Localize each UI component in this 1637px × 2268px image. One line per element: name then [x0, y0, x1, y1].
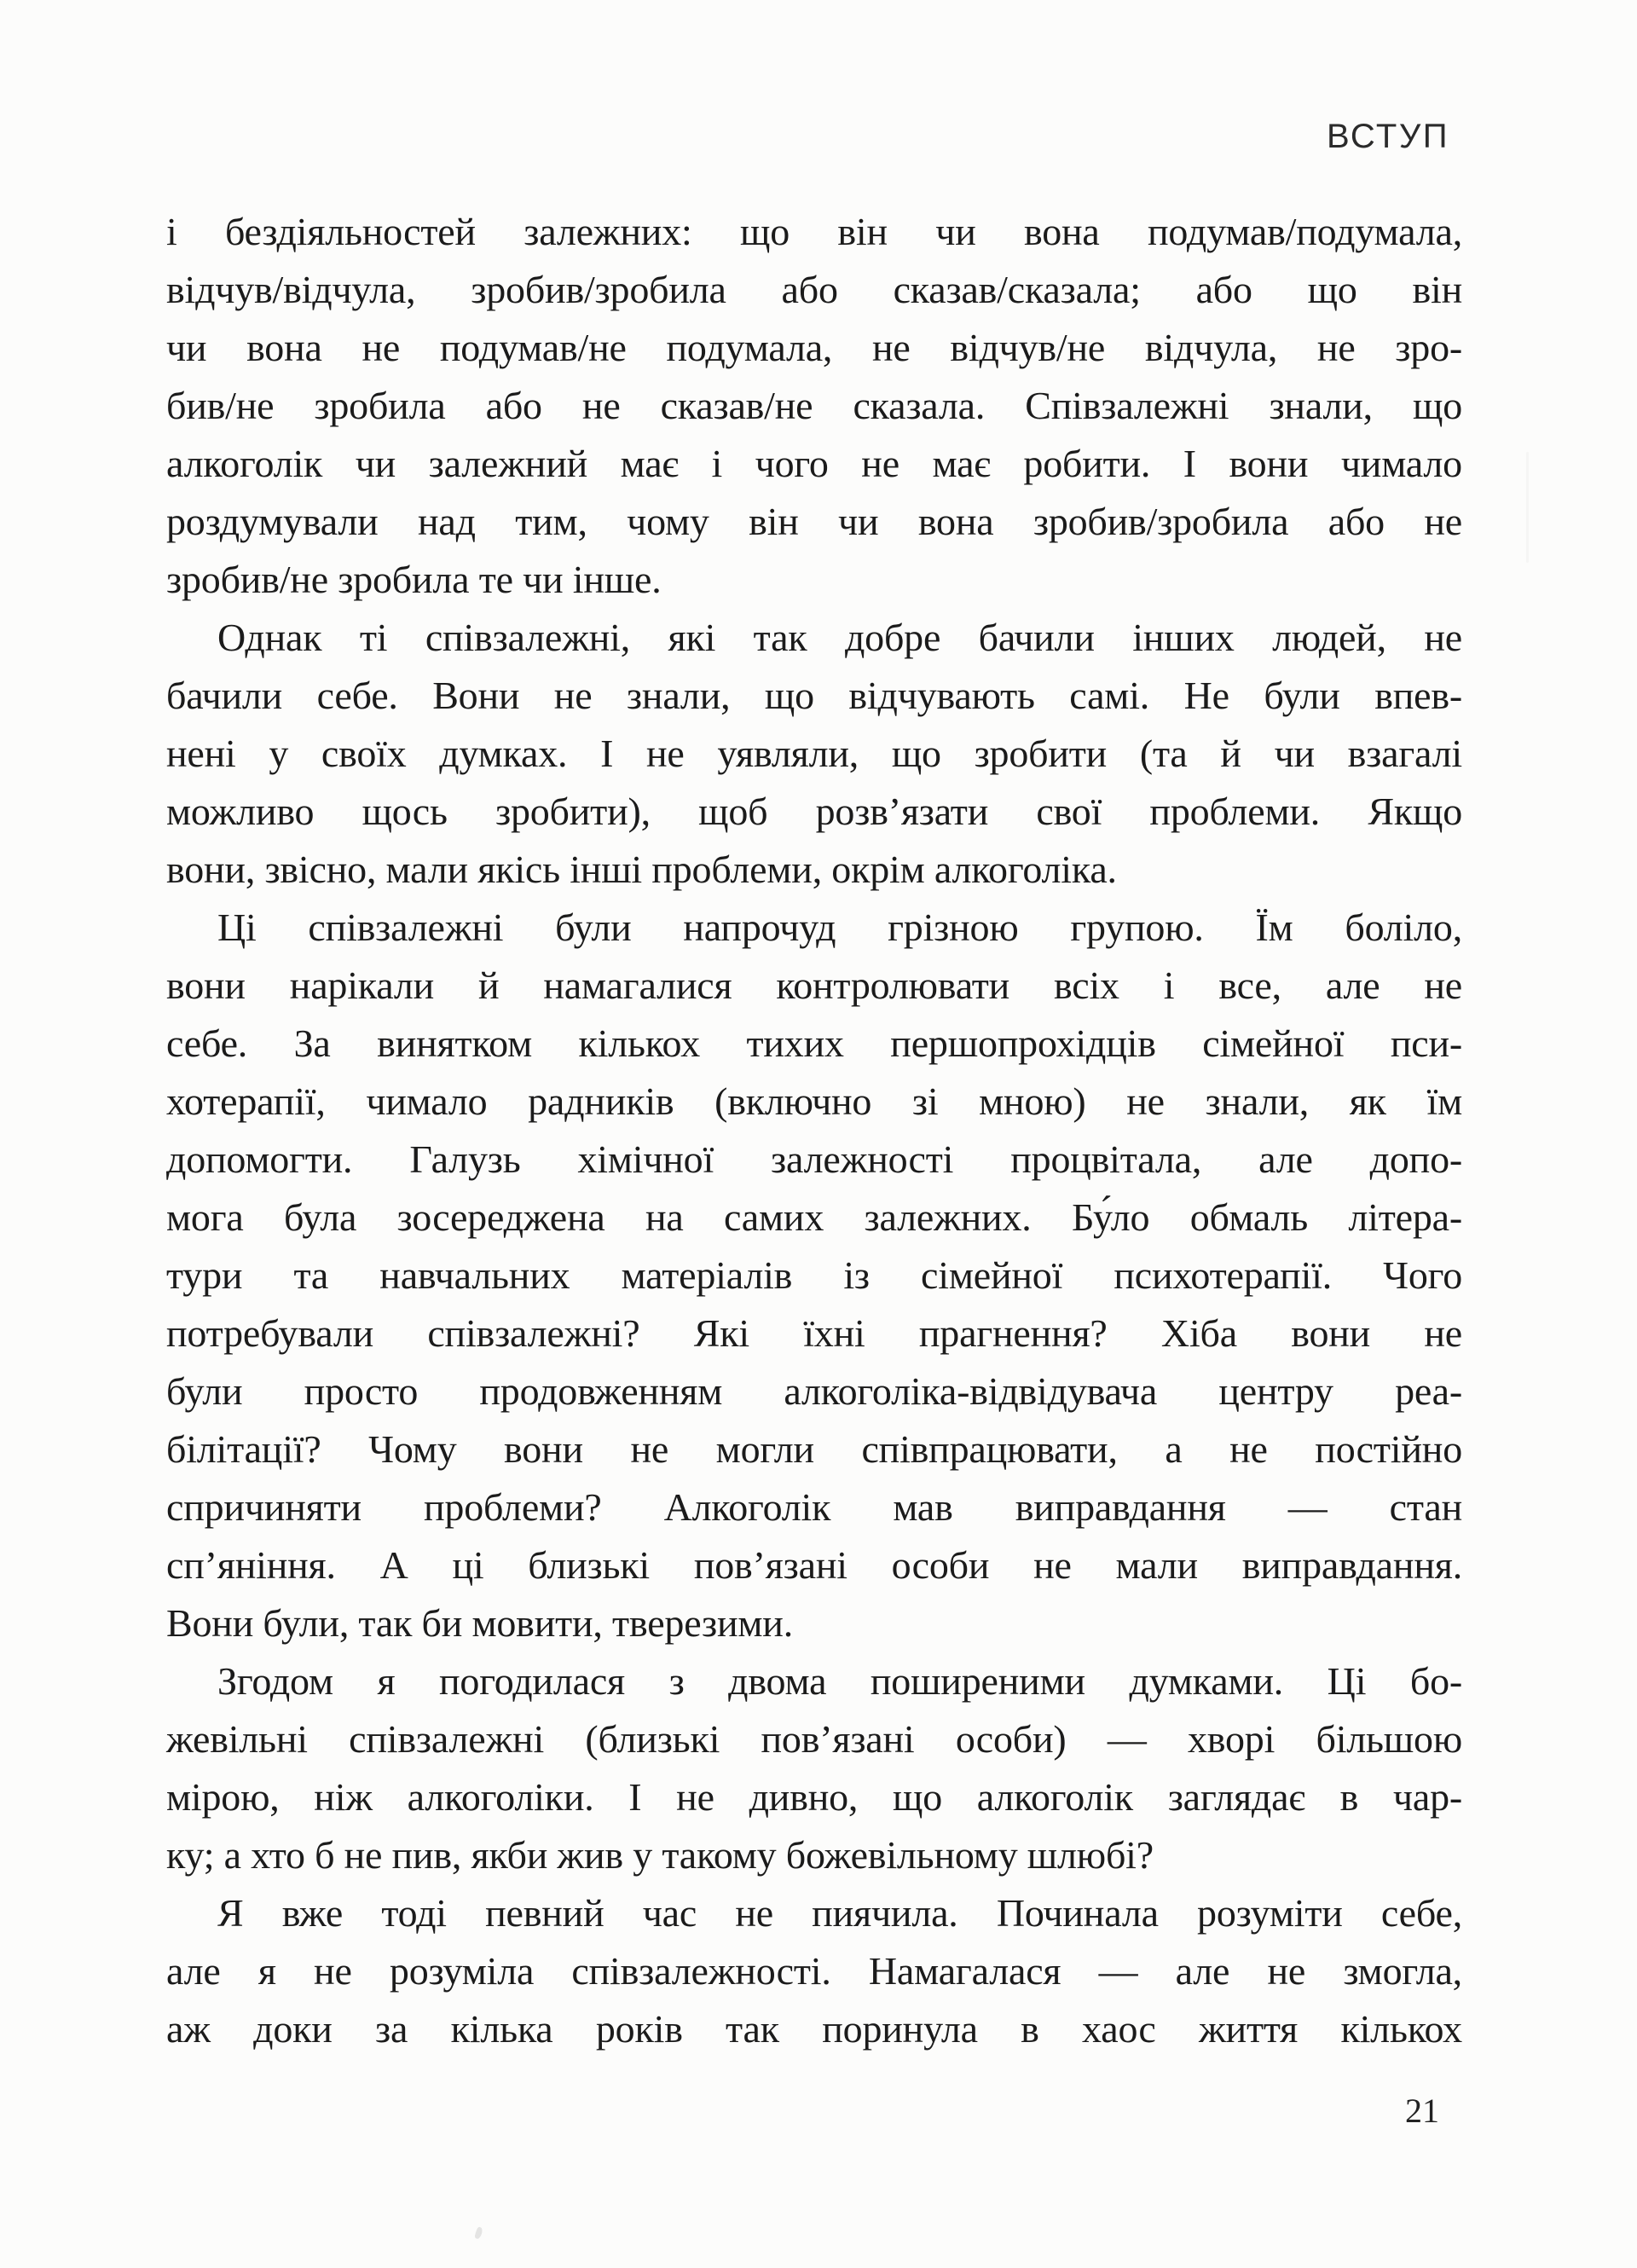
- text-line: вони, звісно, мали якісь інші проблеми, окрім алкоголіка.: [166, 848, 1117, 891]
- paragraph: [166, 899, 1462, 1652]
- text-line: сп’яніння. А ці близькі пов’язані особи не мали виправдання.: [166, 1543, 1462, 1587]
- page-number: 21: [1405, 2092, 1439, 2130]
- text-line: відчув/відчула, зробив/зробила або сказав/сказала; або що він: [166, 268, 1462, 311]
- text-line: і бездіяльностей залежних: що він чи вона подумав/подумала,: [166, 210, 1462, 253]
- text-line: бив/не зробила або не сказав/не сказала. Співзалежні знали, що: [166, 384, 1462, 427]
- text-line: себе. За винятком кількох тихих першопрохідців сімейної пси-: [166, 1021, 1462, 1065]
- running-header: ВСТУП: [1326, 118, 1449, 155]
- text-line: можливо щось зробити), щоб розв’язати свої проблеми. Якщо: [166, 790, 1462, 833]
- body-text: [166, 203, 1462, 2058]
- text-line: Однак ті співзалежні, які так добре бачили інших людей, не: [217, 616, 1462, 659]
- text-line: тури та навчальних матеріалів із сімейної психотерапії. Чого: [166, 1253, 1462, 1297]
- text-line: зробив/не зробила те чи інше.: [166, 558, 662, 601]
- text-line: алкоголік чи залежний має і чого не має робити. І вони чимало: [166, 442, 1462, 485]
- text-line: бачили себе. Вони не знали, що відчувають самі. Не були впев-: [166, 674, 1462, 717]
- text-line: аж доки за кілька років так поринула в хаос життя кількох: [166, 2007, 1462, 2051]
- paragraph: [166, 203, 1462, 609]
- text-line: були просто продовженням алкоголіка-відвідувача центру реа-: [166, 1369, 1462, 1413]
- text-line: Згодом я погодилася з двома поширеними думками. Ці бо-: [217, 1659, 1462, 1703]
- text-line: мірою, ніж алкоголіки. І не дивно, що алкоголік заглядає в чар-: [166, 1775, 1462, 1819]
- text-line: допомогти. Галузь хімічної залежності процвітала, але допо-: [166, 1137, 1462, 1181]
- scan-speck: [1526, 452, 1529, 563]
- text-line: Я вже тоді певний час не пиячила. Починала розуміти себе,: [217, 1891, 1462, 1935]
- text-line: але я не розуміла співзалежності. Намагалася — але не змогла,: [166, 1949, 1462, 1993]
- text-line: потребували співзалежні? Які їхні прагнення? Хіба вони не: [166, 1311, 1462, 1355]
- text-line: мога була зосереджена на самих залежних. Бу́ло обмаль літера-: [166, 1195, 1462, 1239]
- text-line: жевільні співзалежні (близькі пов’язані особи) — хворі більшою: [166, 1717, 1462, 1761]
- text-line: роздумували над тим, чому він чи вона зробив/зробила або не: [166, 500, 1462, 543]
- scan-speck: [594, 235, 599, 240]
- text-line: спричиняти проблеми? Алкоголік мав виправдання — стан: [166, 1485, 1462, 1529]
- paragraph: [166, 1884, 1462, 2058]
- text-line: вони нарікали й намагалися контролювати всіх і все, але не: [166, 963, 1462, 1007]
- text-line: хотерапії, чимало радників (включно зі мною) не знали, як їм: [166, 1079, 1462, 1123]
- text-line: білітації? Чому вони не могли співпрацювати, а не постійно: [166, 1427, 1462, 1471]
- text-line: Вони були, так би мовити, тверезими.: [166, 1601, 793, 1645]
- text-line: Ці співзалежні були напрочуд грізною групою. Їм боліло,: [217, 905, 1462, 949]
- text-line: ку; а хто б не пив, якби жив у такому божевільному шлюбі?: [166, 1833, 1154, 1877]
- paragraph: [166, 1652, 1462, 1884]
- text-line: чи вона не подумав/не подумала, не відчув/не відчула, не зро-: [166, 326, 1462, 369]
- paragraph: [166, 609, 1462, 899]
- text-line: нені у своїх думках. І не уявляли, що зробити (та й чи взагалі: [166, 732, 1462, 775]
- scan-speck: [474, 2226, 483, 2239]
